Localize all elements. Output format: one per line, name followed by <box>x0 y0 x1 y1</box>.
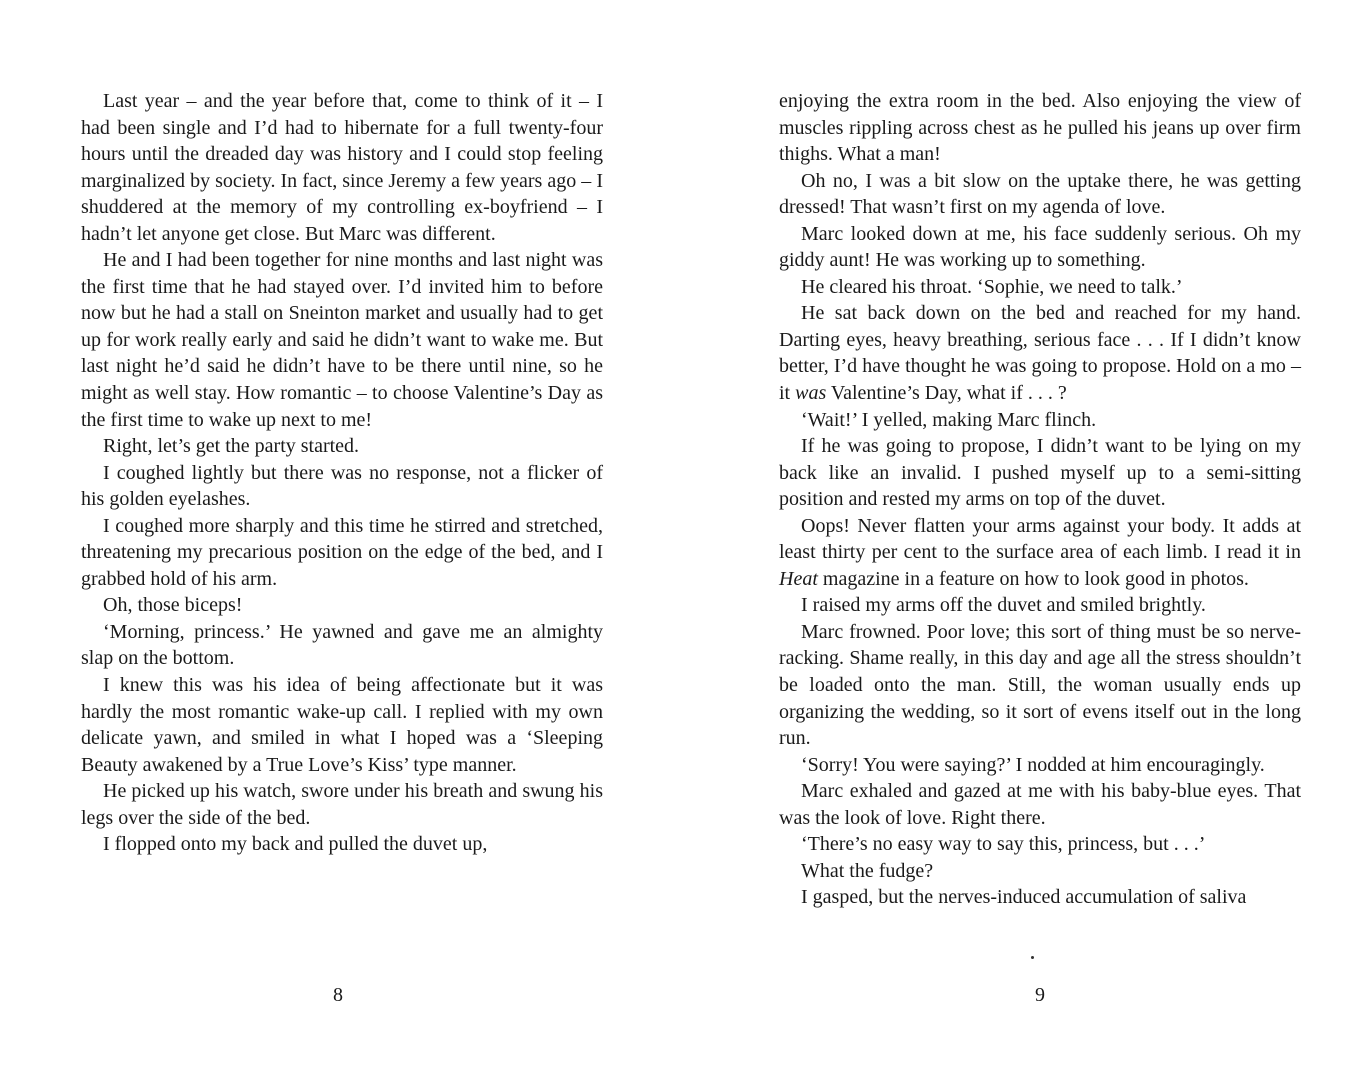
emphasis: was <box>795 382 827 405</box>
continued-paragraph: enjoying the extra room in the bed. Also enjoying the view of muscles rippling across chest as he pulled his jeans up over firm thighs. What a man! <box>779 90 1301 166</box>
paragraph: ‘Wait!’ I yelled, making Marc flinch. <box>801 408 1097 431</box>
paragraph: I flopped onto my back and pulled the duvet up, <box>103 833 488 856</box>
ink-speck <box>1031 956 1034 959</box>
text-run: Valentine’s Day, what if . . . ? <box>826 382 1067 405</box>
paragraph: Last year – and the year before that, come to think of it – I had been single and I’d had to hibernate for a full twenty-four hours until the dreaded day was history and I could stop feeling marginalized by society. In fact, since Jeremy a few years ago – I shuddered at the memory of my controlling ex-boyfriend – I hadn’t let anyone get close. But Marc was different. <box>81 90 603 245</box>
paragraph: Right, let’s get the party started. <box>103 435 360 458</box>
paragraph: What the fudge? <box>801 859 934 882</box>
paragraph: If he was going to propose, I didn’t want to be lying on my back like an invalid. I pushed myself up to a semi-sitting position and rested my arms on top of the duvet. <box>779 435 1301 511</box>
paragraph: He cleared his throat. ‘Sophie, we need to talk.’ <box>801 275 1183 298</box>
emphasis: Heat <box>779 567 818 590</box>
text-run: magazine in a feature on how to look good in photos. <box>817 567 1249 590</box>
paragraph: I knew this was his idea of being affectionate but it was hardly the most romantic wake-up call. I replied with my own delicate yawn, and smiled in what I hoped was a ‘Sleeping Beauty awakened by a True Love’s Kiss’ type manner. <box>81 674 603 776</box>
text-run: Oops! Never flatten your arms against your body. It adds at least thirty per cent to the surface area of each limb. I read it in <box>779 514 1301 564</box>
paragraph: I raised my arms off the duvet and smiled brightly. <box>801 594 1206 617</box>
page-number-left: 8 <box>333 984 343 1006</box>
paragraph: I coughed lightly but there was no response, not a flicker of his golden eyelashes. <box>81 461 603 511</box>
text-run: He sat back down on the bed and reached for my hand. Darting eyes, heavy breathing, serious face . . . If I didn’t know better, I’d have thought he was going to propose. Hold on a mo – it <box>779 302 1301 405</box>
paragraph <box>779 300 1301 406</box>
right-page-text <box>779 88 1301 911</box>
paragraph: He and I had been together for nine months and last night was the first time that he had stayed over. I’d invited him to before now but he had a stall on Sneinton market and usually had to get up for work really early and said he didn’t want to wake me. But last night he’d said he didn’t have to be there until nine, so he might as well stay. How romantic – to choose Valentine’s Day as the first time to wake up next to me! <box>81 249 603 431</box>
left-page-text <box>81 88 603 858</box>
paragraph: Oh, those biceps! <box>103 594 243 617</box>
paragraph <box>779 513 1301 593</box>
paragraph: ‘Sorry! You were saying?’ I nodded at him encouragingly. <box>801 753 1265 776</box>
page-number-right: 9 <box>1035 984 1045 1006</box>
paragraph: Oh no, I was a bit slow on the uptake there, he was getting dressed! That wasn’t first on my agenda of love. <box>779 169 1301 219</box>
paragraph: ‘There’s no easy way to say this, princess, but . . .’ <box>801 833 1206 856</box>
paragraph: Marc exhaled and gazed at me with his baby-blue eyes. That was the look of love. Right there. <box>779 780 1301 829</box>
paragraph: Marc frowned. Poor love; this sort of thing must be so nerve-racking. Shame really, in this day and age all the stress shouldn’t be loaded onto the man. Still, the woman usually ends up organizing the wedding, so it sort of evens itself out in the long run. <box>779 620 1301 750</box>
paragraph: Marc looked down at me, his face suddenly serious. Oh my giddy aunt! He was working up to something. <box>779 222 1301 272</box>
paragraph: I gasped, but the nerves-induced accumulation of saliva <box>801 886 1247 909</box>
paragraph: I coughed more sharply and this time he stirred and stretched, threatening my precarious position on the edge of the bed, and I grabbed hold of his arm. <box>81 514 603 590</box>
paragraph: ‘Morning, princess.’ He yawned and gave me an almighty slap on the bottom. <box>81 620 603 670</box>
paragraph: He picked up his watch, swore under his breath and swung his legs over the side of the bed. <box>81 780 603 829</box>
